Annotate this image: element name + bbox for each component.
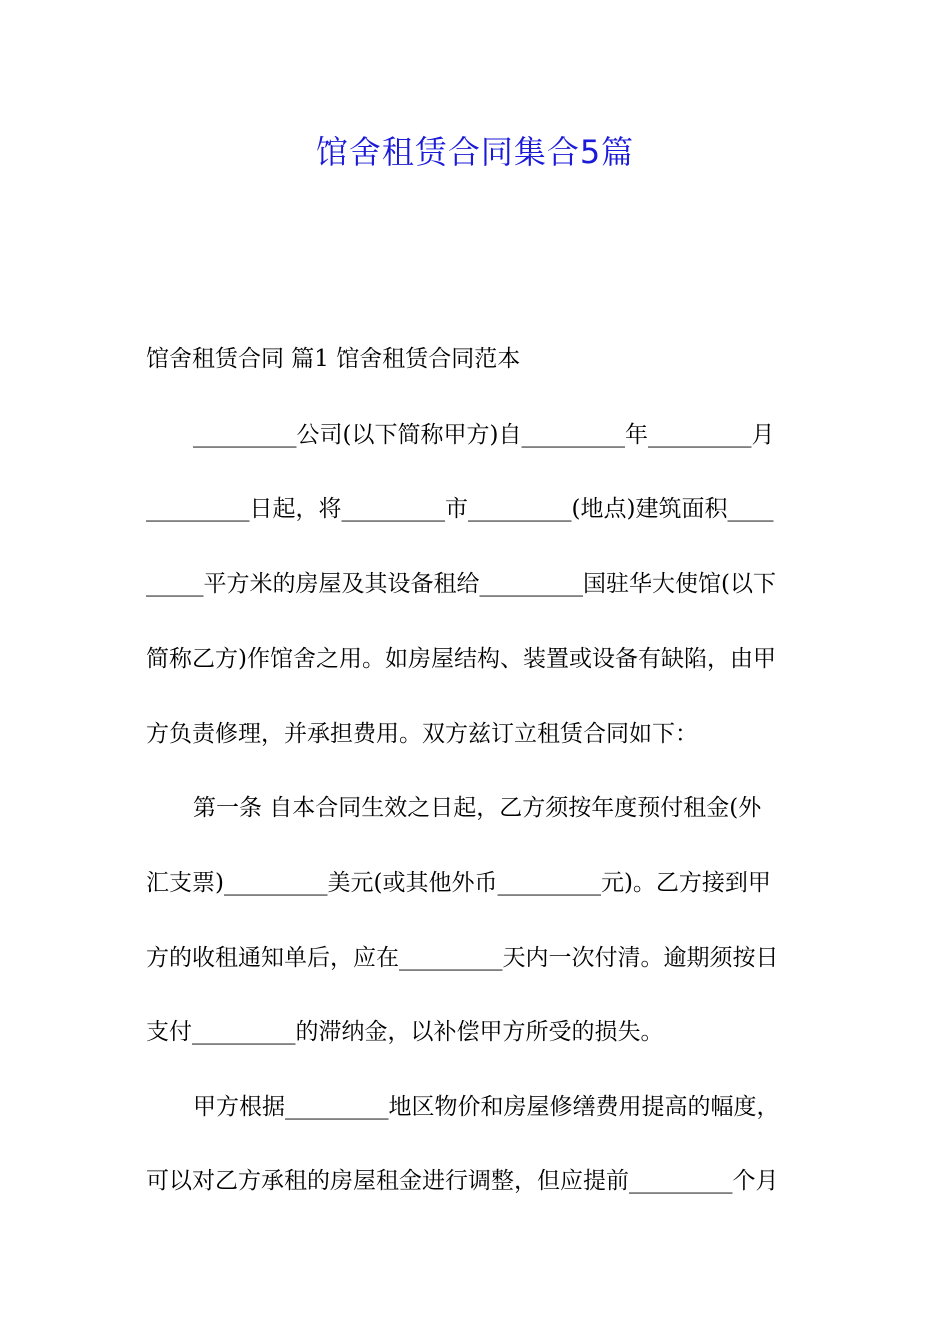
article-line: 第一条 自本合同生效之日起，乙方须按年度预付租金(外 xyxy=(193,795,762,821)
section-heading: 馆舍租赁合同 篇1 馆舍租赁合同范本 xyxy=(146,346,521,372)
paragraph-line: 支付_________的滞纳金，以补偿甲方所受的损失。 xyxy=(146,1019,664,1045)
document-title: 馆舍租赁合同集合5篇 xyxy=(315,133,635,171)
paragraph-line: 方的收租通知单后，应在_________天内一次付清。逾期须按日 xyxy=(146,945,779,971)
paragraph-line: _________日起，将_________市_________(地点)建筑面积____ xyxy=(146,496,774,522)
paragraph-line: _________公司(以下简称甲方)自_________年_________月 xyxy=(193,422,775,448)
paragraph-line: 方负责修理，并承担费用。双方兹订立租赁合同如下： xyxy=(146,721,698,747)
paragraph-line: 简称乙方)作馆舍之用。如房屋结构、装置或设备有缺陷，由甲 xyxy=(146,646,776,672)
paragraph-line: _____平方米的房屋及其设备租给_________国驻华大使馆(以下 xyxy=(146,571,776,597)
paragraph-line: 可以对乙方承租的房屋租金进行调整，但应提前_________个月 xyxy=(146,1168,779,1194)
paragraph-line: 汇支票)_________美元(或其他外币_________元)。乙方接到甲 xyxy=(146,870,771,896)
paragraph-line: 甲方根据_________地区物价和房屋修缮费用提高的幅度， xyxy=(193,1094,780,1120)
